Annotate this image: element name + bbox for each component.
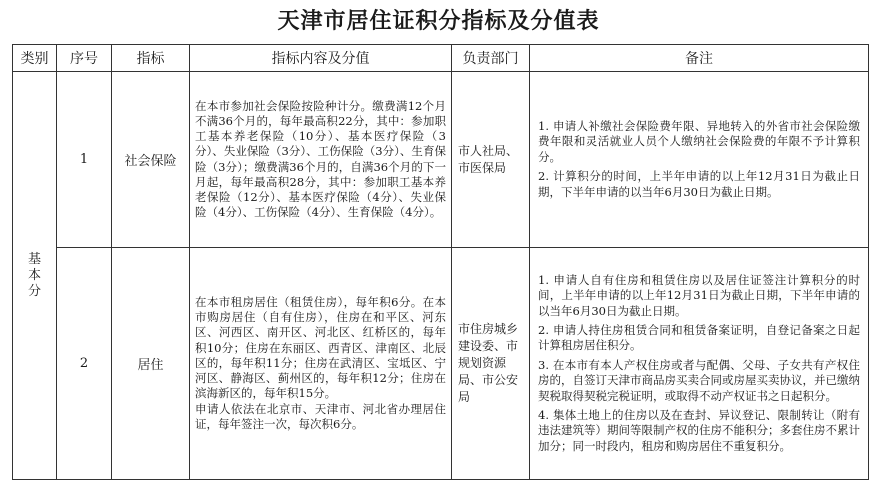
note-item: 1. 申请人补缴社会保险费年限、异地转入的外省市社会保险缴费年限和灵活就业人员个人缴纳社会保险费的年限不予计算积分。 — [538, 118, 860, 164]
table-row — [13, 72, 869, 248]
header-remarks: 备注 — [530, 45, 869, 72]
header-content: 指标内容及分值 — [190, 45, 452, 72]
table-row — [13, 248, 869, 480]
category-char: 本 — [27, 267, 41, 283]
row-content — [190, 248, 452, 480]
document-title: 天津市居住证积分指标及分值表 — [277, 8, 600, 34]
note-item: 3. 在本市有本人产权住房或者与配偶、父母、子女共有产权住房的，自签订天津市商品房买卖合同或房屋买卖协议，并已缴纳契税取得契税完税证明，或取得不动产权证书之日起积分。 — [538, 357, 860, 403]
row-content: 在本市参加社会保险按险种计分。缴费满12个月不满36个月的，每年最高积22分，其中：参加职工基本养老保险（10分）、基本医疗保险（3分）、失业保险（3分）、工伤保险（3分）、生育保险（3分）；缴费满36个月的，自满36个月的下一月起，每年最高积28分，其中：参加职工基本养老保险（12分）、基本医疗保险（4分）、失业保险（4分）、工伤保险（4分）、生育保险（4分）。 — [190, 72, 452, 248]
points-table — [12, 44, 869, 480]
row-notes — [530, 248, 869, 480]
header-category: 类别 — [13, 45, 57, 72]
row-notes — [530, 72, 869, 248]
note-item: 2. 计算积分的时间，上半年申请的以上年12月31日为截止日期，下半年申请的以当年6月30日为截止日期。 — [538, 169, 860, 199]
category-cell — [13, 72, 57, 480]
row-department: 市人社局、市医保局 — [452, 72, 530, 248]
row-indicator: 居住 — [112, 248, 190, 480]
header-row — [13, 45, 869, 72]
header-number: 序号 — [57, 45, 112, 72]
category-char: 分 — [27, 283, 41, 299]
row-indicator: 社会保险 — [112, 72, 190, 248]
note-item: 4. 集体土地上的住房以及在查封、异议登记、限制转让（附有违法建筑等）期间等限制产权的住房不能积分；多套住房不累计加分；同一时段内，租房和购房居住不重复积分。 — [538, 408, 860, 453]
row-content-text: 在本市租房居住（租赁住房），每年积6分。在本市购房居住（自有住房），住房在和平区、河东区、河西区、南开区、河北区、红桥区的，每年积10分；住房在东丽区、西青区、津南区、北辰区的，每年积11分；住房在武清区、宝坻区、宁河区、静海区、蓟州区的，每年积12分；住房在滨海新区的，每年积15分。 申请人依法在北京市、天津市、河北省办理居住证，每年签注一次，每次积6分。 — [195, 295, 446, 431]
row-number: 1 — [57, 72, 112, 248]
header-indicator: 指标 — [112, 45, 190, 72]
category-char: 基 — [27, 251, 41, 267]
header-department: 负责部门 — [452, 45, 530, 72]
row-department: 市住房城乡建设委、市规划资源局、市公安局 — [452, 248, 530, 480]
row-number: 2 — [57, 248, 112, 480]
note-item: 2. 申请人持住房租赁合同和租赁备案证明，自登记备案之日起计算租房居住积分。 — [538, 322, 860, 353]
note-item: 1. 申请人自有住房和租赁住房以及居住证签注计算积分的时间，上半年申请的以上年12月31日为截止日期，下半年申请的以当年6月30日为截止日期。 — [538, 272, 860, 318]
